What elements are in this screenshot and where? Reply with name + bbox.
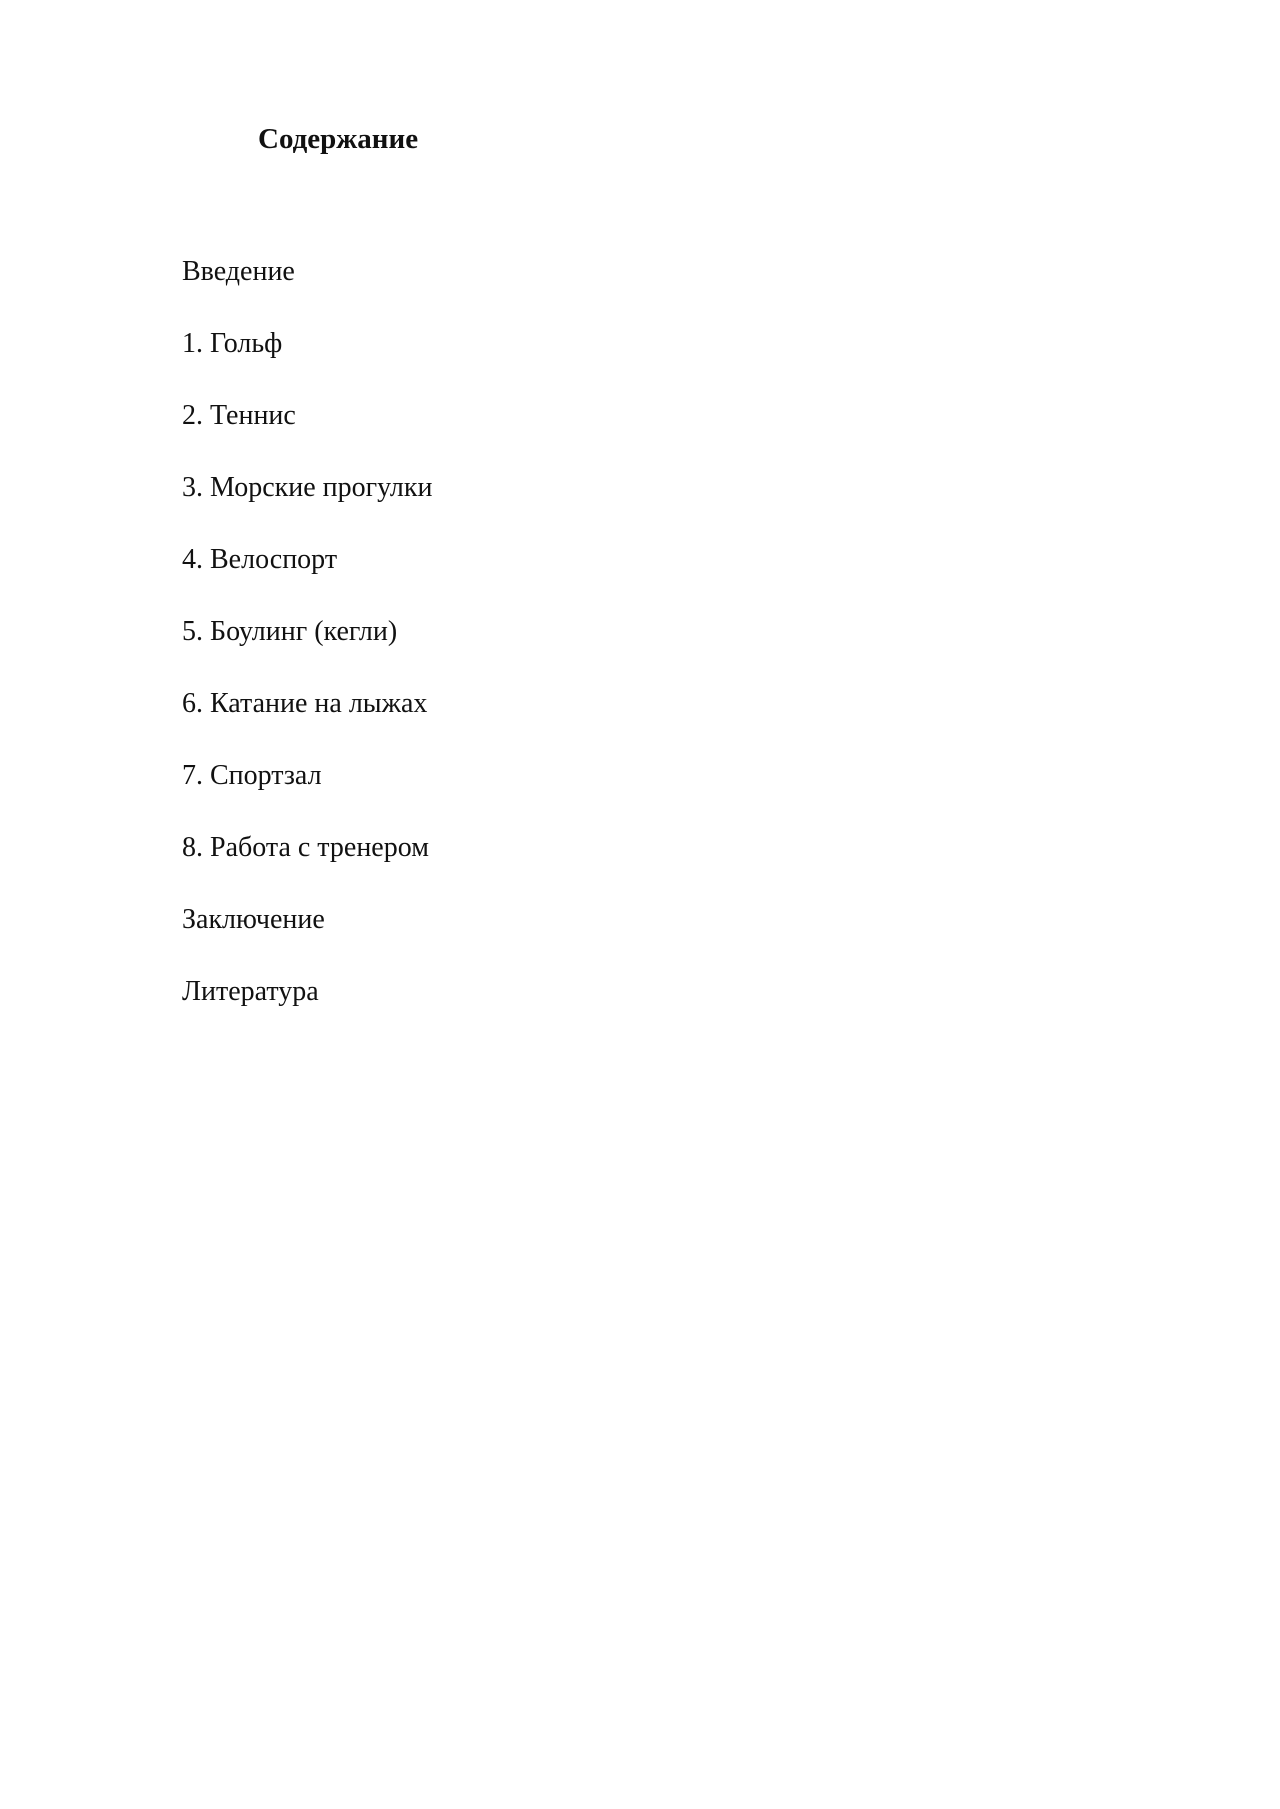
toc-item-tennis: 2. Теннис (182, 400, 296, 431)
toc-item-sea-trips: 3. Морские прогулки (182, 472, 433, 503)
toc-item-introduction: Введение (182, 256, 295, 287)
toc-item-gym: 7. Спортзал (182, 760, 322, 791)
toc-title: Содержание (258, 123, 419, 155)
toc-item-trainer: 8. Работа с тренером (182, 832, 429, 863)
toc-item-cycling: 4. Велоспорт (182, 544, 338, 575)
toc-item-literature: Литература (182, 976, 319, 1007)
toc-item-conclusion: Заключение (182, 904, 325, 935)
toc-item-bowling: 5. Боулинг (кегли) (182, 616, 398, 647)
toc-item-skiing: 6. Катание на лыжах (182, 688, 428, 719)
table-of-contents (182, 250, 432, 1042)
toc-item-golf: 1. Гольф (182, 328, 283, 359)
